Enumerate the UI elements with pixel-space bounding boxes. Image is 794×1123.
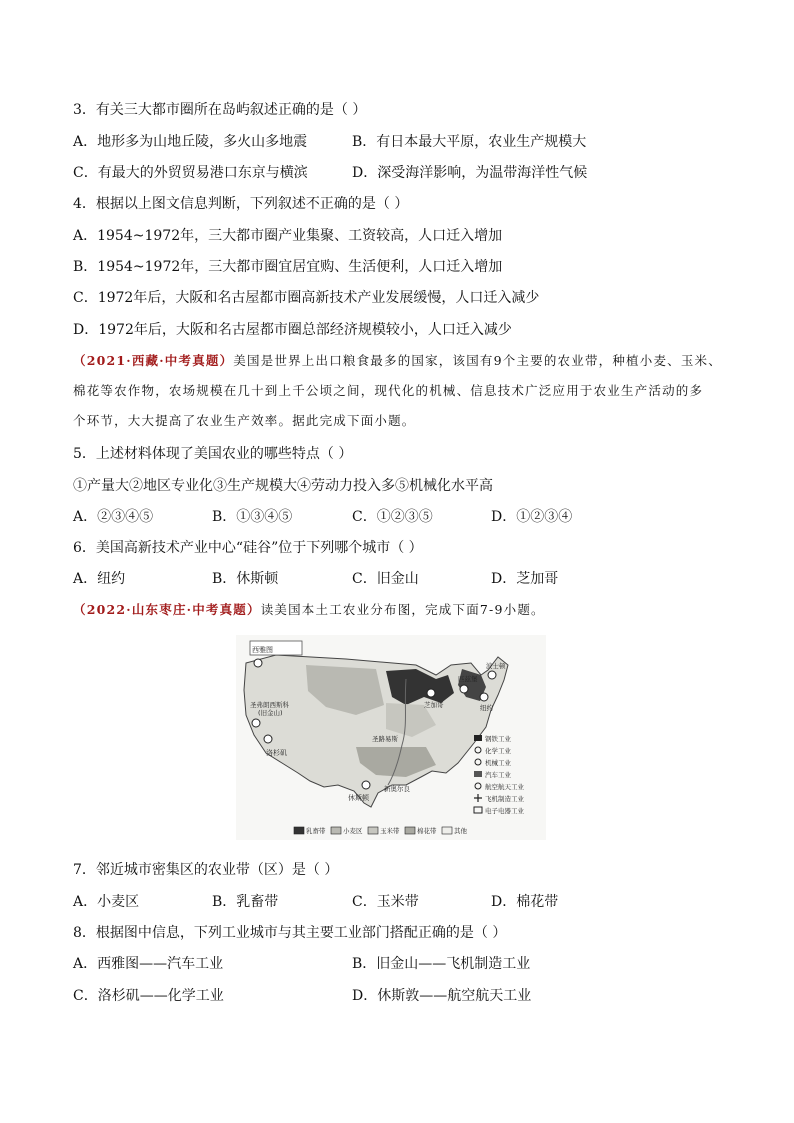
agri-legend-3: 棉花带: [417, 827, 437, 835]
map-label-newyork: 纽约: [480, 704, 493, 712]
industry-legend-4: 航空航天工业: [485, 783, 524, 791]
material2-line: [73, 601, 545, 619]
q8-option-c: C．洛杉矶——化学工业: [73, 988, 224, 1004]
q7-option-b: B．乳畜带: [212, 894, 279, 910]
q4-stem: 4．根据以上图文信息判断，下列叙述不正确的是（ ）: [73, 196, 409, 212]
q7-option-d: D．棉花带: [491, 894, 559, 910]
industry-legend-2: 机械工业: [485, 759, 511, 767]
map-label-stlouis: 圣路易斯: [372, 735, 398, 743]
q6-option-d: D．芝加哥: [491, 571, 559, 587]
map-label-sanfrancisco: 圣弗朗西斯科: [250, 701, 289, 709]
q8-stem: 8．根据图中信息，下列工业城市与其主要工业部门搭配正确的是（ ）: [73, 925, 507, 941]
q8-option-b: B．旧金山——飞机制造工业: [352, 956, 531, 972]
q3-option-d: D．深受海洋影响，为温带海洋性气候: [352, 165, 588, 181]
industry-legend-6: 电子电器工业: [485, 807, 524, 815]
agri-legend-4: 其他: [454, 827, 467, 835]
q7-stem: 7．邻近城市密集区的农业带（区）是（ ）: [73, 862, 339, 878]
material2-source: （2022·山东枣庄·中考真题）: [73, 602, 261, 617]
agri-legend-0: 乳畜带: [306, 827, 326, 835]
q3-option-c: C．有最大的外贸贸易港口东京与横滨: [73, 165, 308, 181]
material1-line1: [73, 352, 722, 370]
q5-stem: 5．上述材料体现了美国农业的哪些特点（ ）: [73, 446, 353, 462]
q6-stem: 6．美国高新技术产业中心“硅谷”位于下列哪个城市（ ）: [73, 540, 423, 556]
material1-source: （2021·西藏·中考真题）: [73, 353, 234, 368]
us-industry-agriculture-map: [236, 635, 546, 840]
map-label-losangeles: 洛杉矶: [266, 749, 287, 757]
q4-option-a: A．1954~1972年，三大都市圈产业集聚、工资较高，人口迁入增加: [73, 228, 503, 244]
q5-option-a: A．②③④⑤: [73, 509, 154, 525]
q7-option-c: C．玉米带: [352, 894, 419, 910]
map-label-seattle: 西雅图: [252, 646, 273, 654]
q6-option-a: A．纽约: [73, 571, 126, 587]
material1-line3: 个环节，大大提高了农业生产效率。据此完成下面小题。: [73, 413, 416, 428]
material2-text: 读美国本土工农业分布图，完成下面7-9小题。: [260, 602, 545, 617]
q8-option-d: D．休斯敦——航空航天工业: [352, 988, 532, 1004]
q7-option-a: A．小麦区: [73, 894, 140, 910]
map-label-oldgold: (旧金山): [258, 709, 283, 717]
map-label-chicago: 芝加哥: [424, 701, 444, 709]
q6-option-b: B．休斯顿: [212, 571, 279, 587]
map-label-boston: 波士顿: [486, 662, 506, 670]
q4-option-b: B．1954~1972年，三大都市圈宜居宜购、生活便利，人口迁入增加: [73, 259, 503, 275]
q5-items: ①产量大②地区专业化③生产规模大④劳动力投入多⑤机械化水平高: [73, 478, 493, 494]
agri-legend-2: 玉米带: [380, 827, 400, 835]
material1-text1: 美国是世界上出口粮食最多的国家，该国有9个主要的农业带，种植小麦、玉米、: [233, 353, 722, 368]
q8-option-a: A．西雅图——汽车工业: [73, 956, 224, 972]
q5-option-d: D．①②③④: [491, 509, 573, 525]
material1-line2: 棉花等农作物，农场规模在几十到上千公顷之间，现代化的机械、信息技术广泛应用于农业生产活动的多: [73, 383, 704, 398]
industry-legend-3: 汽车工业: [485, 771, 511, 779]
industry-legend-0: 钢铁工业: [485, 735, 511, 743]
q4-option-c: C．1972年后，大阪和名古屋都市圈高新技术产业发展缓慢，人口迁入减少: [73, 290, 540, 306]
q3-stem: 3．有关三大都市圈所在岛屿叙述正确的是（ ）: [73, 102, 367, 118]
q3-option-b: B．有日本最大平原，农业生产规模大: [352, 134, 587, 150]
map-label-pittsburgh: 匹兹堡: [458, 675, 478, 683]
map-label-houston: 休斯顿: [348, 794, 369, 802]
q5-option-c: C．①②③⑤: [352, 509, 433, 525]
q4-option-d: D．1972年后，大阪和名古屋都市圈总部经济规模较小，人口迁入减少: [73, 322, 512, 338]
industry-legend-5: 飞机制造工业: [485, 795, 524, 803]
industry-legend-1: 化学工业: [485, 747, 511, 755]
map-label-neworleans: 新奥尔良: [384, 785, 410, 793]
q5-option-b: B．①③④⑤: [212, 509, 293, 525]
q6-option-c: C．旧金山: [352, 571, 419, 587]
q3-option-a: A．地形多为山地丘陵，多火山多地震: [73, 134, 308, 150]
agri-legend-1: 小麦区: [343, 827, 363, 835]
